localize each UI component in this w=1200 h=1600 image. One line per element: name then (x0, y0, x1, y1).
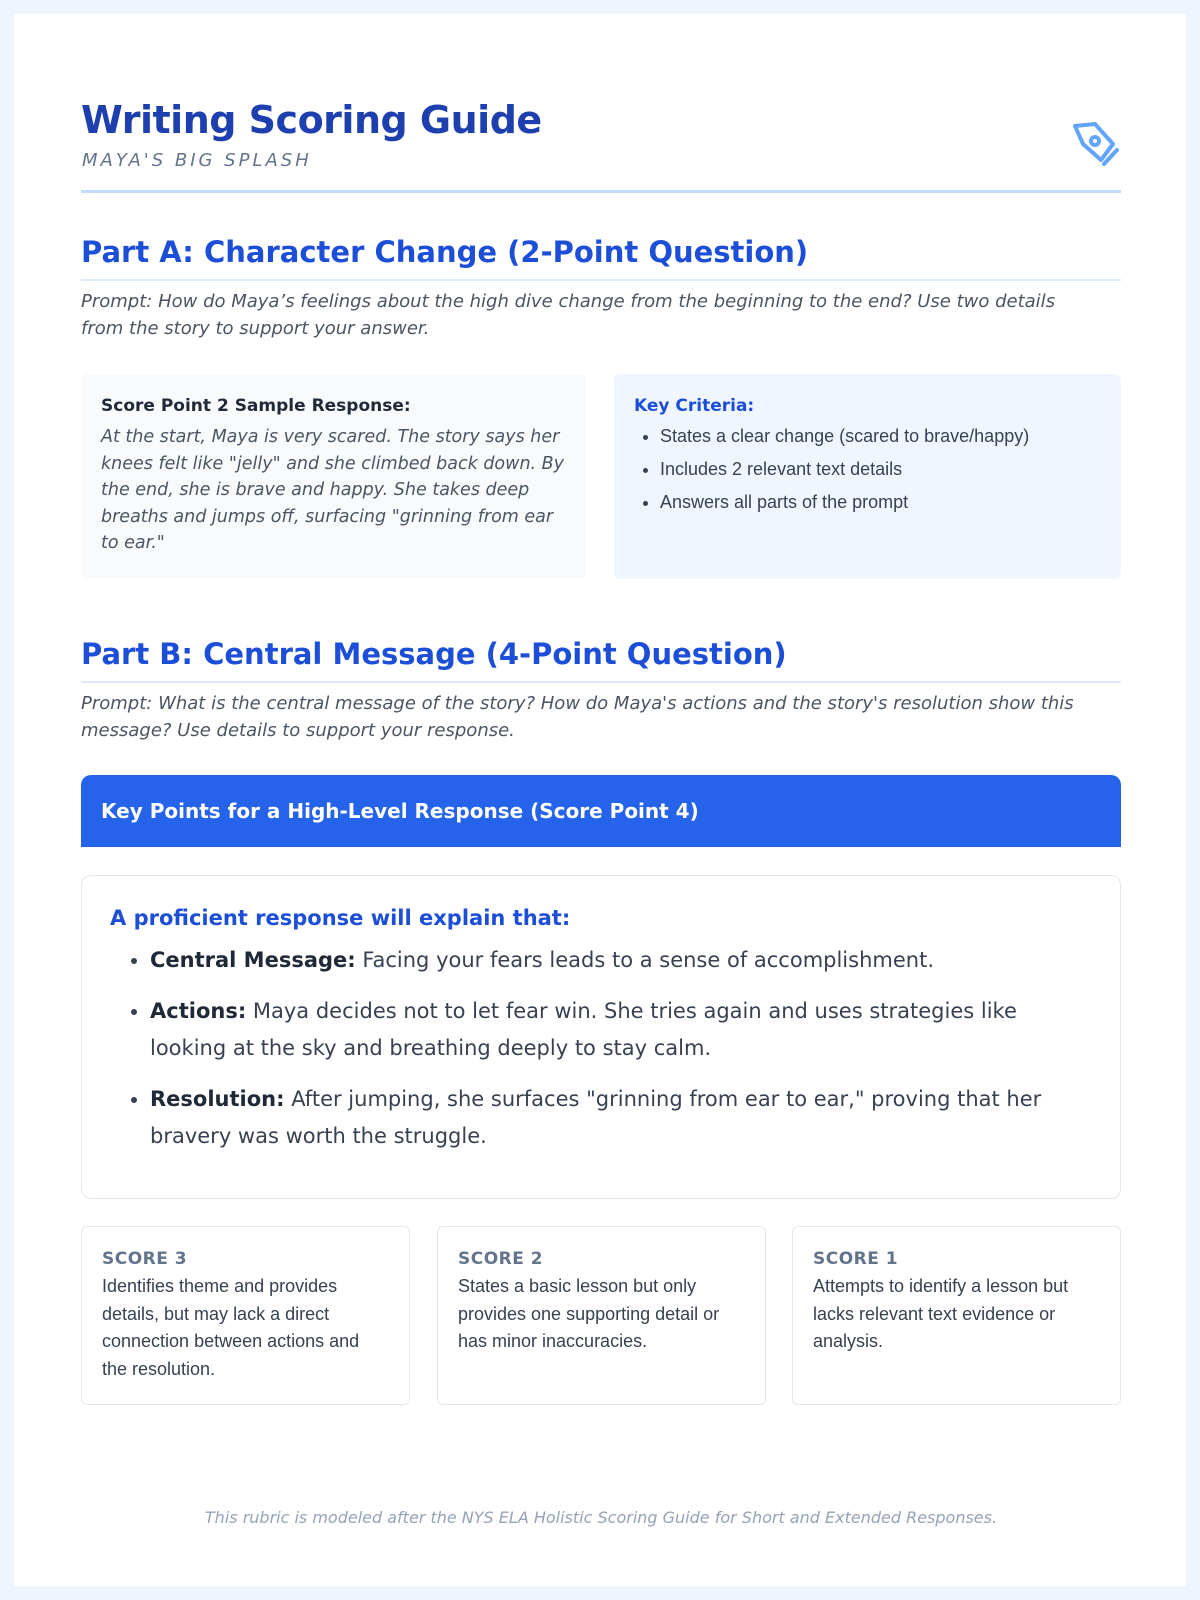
document-page (14, 14, 1186, 1586)
key-points-list (110, 942, 1092, 1155)
point-label: Resolution: (150, 1087, 285, 1111)
score-description: States a basic lesson but only provides one supporting detail or has minor inaccuracies. (458, 1276, 720, 1351)
score-description: Attempts to identify a lesson but lacks relevant text evidence or analysis. (813, 1276, 1069, 1351)
part-b-title: Part B: Central Message (4-Point Question) (81, 635, 1121, 683)
score-label: SCORE 2 (458, 1249, 544, 1269)
page-subtitle: MAYA'S BIG SPLASH (82, 150, 312, 171)
list-item (150, 942, 1092, 979)
part-b-prompt: Prompt: What is the central message of the story? How do Maya's actions and the story's resolution show this message? Use details to support your response. (81, 693, 1074, 741)
sample-response-heading: Score Point 2 Sample Response: (101, 396, 411, 416)
point-text: Facing your fears leads to a sense of accomplishment. (355, 948, 934, 972)
list-item: • States a clear change (scared to brave/happy) (660, 420, 1101, 453)
part-a-title: Part A: Character Change (2-Point Question) (81, 233, 1121, 281)
key-points-banner: Key Points for a High-Level Response (Score Point 4) (81, 775, 1121, 847)
point-label: Actions: (150, 999, 247, 1023)
key-points-intro: A proficient response will explain that: (110, 906, 571, 930)
part-a-prompt: Prompt: How do Maya’s feelings about the high dive change from the beginning to the end? Use two details from the story to support your answer. (81, 291, 1056, 339)
footer-note: This rubric is modeled after the NYS ELA Holistic Scoring Guide for Short and Extended Responses. (204, 1508, 998, 1527)
sample-response-box (81, 374, 587, 579)
score-1-card (792, 1226, 1121, 1405)
score-3-card (81, 1226, 410, 1405)
key-criteria-list (634, 420, 1101, 519)
score-2-card (437, 1226, 766, 1405)
sample-response-text: At the start, Maya is very scared. The story says her knees felt like "jelly" and she climbed back down. By the end, she is brave and happy. She takes deep breaths and jumps off, surfacing "grinning from ear to ear." (101, 427, 565, 553)
score-label: SCORE 3 (102, 1249, 188, 1269)
list-item (150, 1081, 1092, 1155)
score-description: Identifies theme and provides details, but may lack a direct connection between actions and the resolution. (102, 1276, 360, 1379)
key-points-box (81, 875, 1121, 1199)
pen-nib-icon (1071, 120, 1121, 170)
score-label: SCORE 1 (813, 1249, 899, 1269)
point-text: Maya decides not to let fear win. She tries again and uses strategies like looking at the sky and breathing deeply to stay calm. (150, 999, 1017, 1060)
list-item (150, 993, 1092, 1067)
list-item: • Answers all parts of the prompt (660, 486, 1101, 519)
list-item: • Includes 2 relevant text details (660, 453, 1101, 486)
document-header (81, 98, 1121, 193)
point-text: After jumping, she surfaces "grinning from ear to ear," proving that her bravery was worth the struggle. (150, 1087, 1042, 1148)
page-title: Writing Scoring Guide (81, 98, 542, 142)
key-criteria-box (614, 374, 1121, 579)
point-label: Central Message: (150, 948, 356, 972)
key-criteria-heading: Key Criteria: (634, 396, 755, 416)
